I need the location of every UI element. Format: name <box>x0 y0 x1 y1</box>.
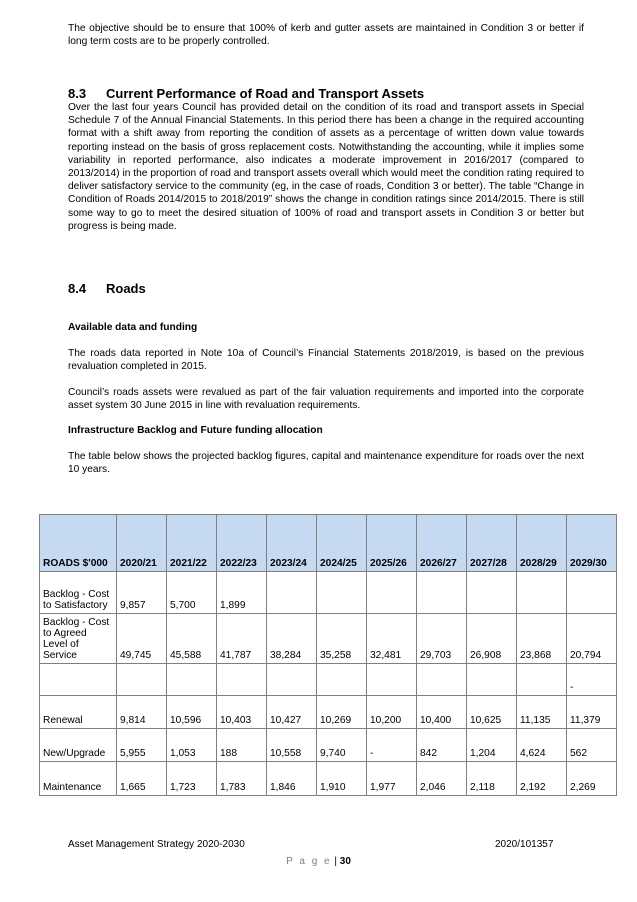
table-cell <box>317 664 367 696</box>
table-cell: 842 <box>417 729 467 762</box>
table-cell: 2,192 <box>517 762 567 796</box>
table-cell: 9,857 <box>117 572 167 614</box>
table-cell: - <box>567 664 617 696</box>
year-header: 2027/28 <box>467 515 517 572</box>
table-cell: 2,046 <box>417 762 467 796</box>
row-label: Backlog - Cost to Agreed Level of Service <box>40 614 117 664</box>
table-cell: 10,200 <box>367 696 417 729</box>
backlog-subheading: Infrastructure Backlog and Future funding allocation <box>68 425 323 436</box>
year-header: 2021/22 <box>167 515 217 572</box>
table-cell: 9,814 <box>117 696 167 729</box>
table-cell: 20,794 <box>567 614 617 664</box>
table-cell: 1,910 <box>317 762 367 796</box>
table-cell: 23,868 <box>517 614 567 664</box>
table-cell: 10,403 <box>217 696 267 729</box>
page-number-line <box>0 856 637 867</box>
section-8-4-title: Roads <box>106 281 146 296</box>
table-cell <box>267 572 317 614</box>
table-cell: 1,053 <box>167 729 217 762</box>
table-cell: 26,908 <box>467 614 517 664</box>
table-cell <box>467 664 517 696</box>
section-8-4-number: 8.4 <box>68 281 87 296</box>
table-row <box>40 614 617 664</box>
table-cell <box>117 664 167 696</box>
year-header: 2025/26 <box>367 515 417 572</box>
table-cell <box>367 572 417 614</box>
available-data-subheading: Available data and funding <box>68 322 198 333</box>
page-separator: | <box>334 856 337 867</box>
table-cell: 2,118 <box>467 762 517 796</box>
table-cell: 45,588 <box>167 614 217 664</box>
table-cell: 2,269 <box>567 762 617 796</box>
table-cell: 1,846 <box>267 762 317 796</box>
table-cell: 1,977 <box>367 762 417 796</box>
row-label: Maintenance <box>40 762 117 796</box>
row-label: Renewal <box>40 696 117 729</box>
table-cell: 10,558 <box>267 729 317 762</box>
table-cell: 11,379 <box>567 696 617 729</box>
year-header: 2023/24 <box>267 515 317 572</box>
section-8-3-number: 8.3 <box>68 86 87 101</box>
table-cell: 49,745 <box>117 614 167 664</box>
year-header: 2026/27 <box>417 515 467 572</box>
table-row <box>40 572 617 614</box>
year-header: 2028/29 <box>517 515 567 572</box>
table-cell: 1,723 <box>167 762 217 796</box>
page-label: P a g e <box>286 856 332 867</box>
table-cell: 9,740 <box>317 729 367 762</box>
table-cell <box>517 664 567 696</box>
table-cell: 10,400 <box>417 696 467 729</box>
section-8-3-body: Over the last four years Council has provided detail on the condition of its road and transport assets in Special Schedule 7 of the Annual Financial Statements. In this period there has been a change in the required accounting format with a shift away from reporting the condition of assets as a percentage of written down value towards reporting instead on the basis of gross replacement costs. Notwithstanding the accounting, while it implies some variability in reported performance, also indicates a moderate improvement in 2016/2017 (compared to 2013/2014) in the proportion of road and transport assets overall which would meet the condition rating required to deliver satisfactory service to the community (eg, in the case of roads, Condition 3 or better). The table “Change in Condition of Roads 2014/2015 to 2018/2019” shows the change in condition ratings since 2014/2015. There is still some way to go to meet the desired situation of 100% of road and transport assets in Condition 3 or better but progress is being made. <box>68 102 584 232</box>
table-cell <box>167 664 217 696</box>
table-cell <box>267 664 317 696</box>
table-cell: 1,899 <box>217 572 267 614</box>
table-cell <box>317 572 367 614</box>
table-cell: 10,427 <box>267 696 317 729</box>
year-header: 2020/21 <box>117 515 167 572</box>
table-cell: 5,700 <box>167 572 217 614</box>
table-cell: 5,955 <box>117 729 167 762</box>
table-cell: 562 <box>567 729 617 762</box>
table-cell: 1,665 <box>117 762 167 796</box>
table-cell: 35,258 <box>317 614 367 664</box>
table-cell: 10,625 <box>467 696 517 729</box>
page-number: 30 <box>339 856 351 867</box>
table-cell <box>217 664 267 696</box>
table-cell <box>417 664 467 696</box>
table-cell: 10,269 <box>317 696 367 729</box>
table-cell: 10,596 <box>167 696 217 729</box>
section-8-4-heading <box>68 281 146 296</box>
year-header: 2029/30 <box>567 515 617 572</box>
roads-data-paragraph: The roads data reported in Note 10a of Council’s Financial Statements 2018/2019, is based on the previous revaluation completed in 2015. <box>68 348 584 373</box>
table-cell: 11,135 <box>517 696 567 729</box>
footer-document-title: Asset Management Strategy 2020-2030 <box>68 839 245 850</box>
table-cell <box>517 572 567 614</box>
year-header: 2022/23 <box>217 515 267 572</box>
table-cell: 29,703 <box>417 614 467 664</box>
table-intro-paragraph: The table below shows the projected backlog figures, capital and maintenance expenditure for roads over the next 10 years. <box>68 451 584 476</box>
table-cell: 1,783 <box>217 762 267 796</box>
table-cell: 32,481 <box>367 614 417 664</box>
row-label: Backlog - Cost to Satisfactory <box>40 572 117 614</box>
table-row <box>40 762 617 796</box>
table-cell: 41,787 <box>217 614 267 664</box>
year-header: 2024/25 <box>317 515 367 572</box>
table-row <box>40 729 617 762</box>
table-header-row <box>40 515 617 572</box>
table-cell: 188 <box>217 729 267 762</box>
table-cell: - <box>367 729 417 762</box>
table-row <box>40 696 617 729</box>
table-cell: 38,284 <box>267 614 317 664</box>
roads-table <box>39 514 617 796</box>
row-label: New/Upgrade <box>40 729 117 762</box>
table-cell <box>467 572 517 614</box>
table-cell <box>567 572 617 614</box>
row-label <box>40 664 117 696</box>
table-header-label: ROADS $'000 <box>40 515 117 572</box>
intro-paragraph: The objective should be to ensure that 100% of kerb and gutter assets are maintained in Condition 3 or better if long term costs are to be properly controlled. <box>68 23 584 48</box>
footer-reference-number: 2020/101357 <box>495 839 554 850</box>
table-row <box>40 664 617 696</box>
table-cell <box>417 572 467 614</box>
section-8-3-heading <box>68 86 424 101</box>
table-cell: 1,204 <box>467 729 517 762</box>
table-cell: 4,624 <box>517 729 567 762</box>
table-cell <box>367 664 417 696</box>
revaluation-paragraph: Council’s roads assets were revalued as part of the fair valuation requirements and imported into the corporate asset system 30 June 2015 in line with revaluation requirements. <box>68 387 584 412</box>
section-8-3-title: Current Performance of Road and Transport Assets <box>106 86 425 101</box>
